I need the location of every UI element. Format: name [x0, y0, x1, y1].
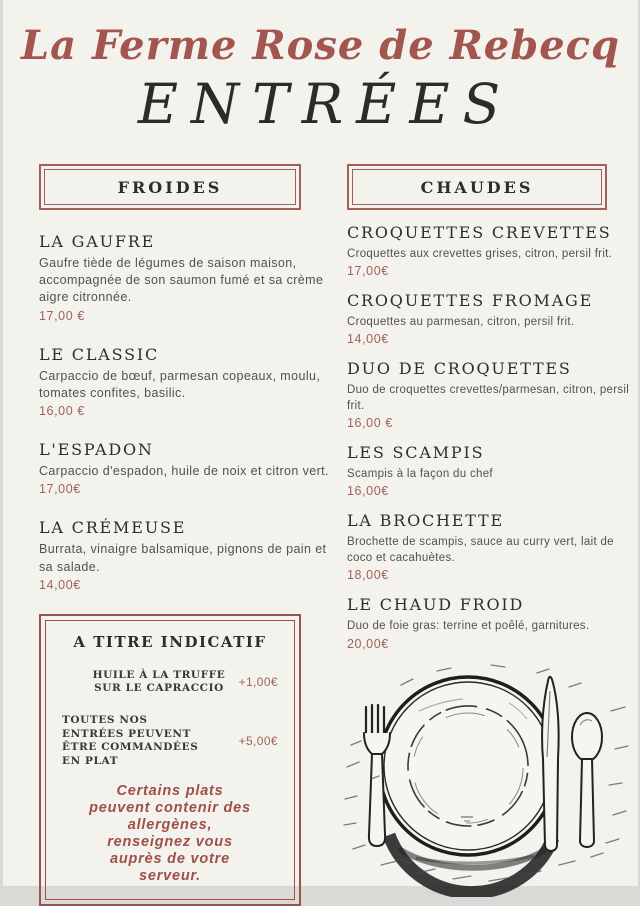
menu-item-name: LE CLASSIC — [39, 344, 160, 364]
menu-item-la-brochette — [347, 511, 639, 582]
allergy-note-line: allergènes, — [127, 816, 213, 833]
place-setting-sketch-svg — [341, 659, 633, 897]
menu-item-description: Duo de croquettes crevettes/parmesan, citron, persil frit. — [347, 383, 630, 413]
plate-sketch — [379, 677, 557, 855]
allergy-note-line: serveur. — [138, 868, 202, 885]
menu-item-description: Brochette de scampis, sauce au curry vert, lait de coco et cacahuètes. — [347, 536, 614, 565]
menu-item-description: Croquettes aux crevettes grises, citron, persil frit. — [347, 247, 613, 260]
menu-item-la-cremeuse — [39, 518, 337, 592]
menu-item-name: CROQUETTES CREVETTES — [347, 222, 612, 242]
notice-title: A TITRE INDICATIF — [73, 632, 267, 651]
menu-columns — [3, 164, 638, 906]
menu-item-l-espadon — [39, 440, 337, 496]
notice-box — [39, 614, 301, 906]
menu-item-price: 17,00€ — [39, 482, 81, 497]
section-label-chaudes: CHAUDES — [352, 169, 602, 205]
restaurant-name: La Ferme Rose de Rebecq — [21, 22, 620, 69]
spoon-sketch — [572, 713, 602, 847]
menu-item-le-classic — [39, 345, 337, 419]
menu-item-price: 16,00 € — [39, 404, 85, 418]
menu-item-description: Scampis à la façon du chef — [347, 468, 493, 481]
notice-box-inner — [45, 620, 295, 901]
menu-item-la-gaufre — [39, 232, 337, 323]
page-title: ENTRÉES — [137, 72, 514, 136]
menu-item-croquettes-fromage — [347, 291, 639, 346]
menu-item-price: 16,00€ — [347, 484, 389, 499]
allergy-note-line: auprès de votre — [110, 851, 230, 868]
notice-label: TOUTES NOS ENTRÉES PEUVENT ÊTRE COMMANDÉES EN PLAT — [62, 714, 199, 767]
menu-item-price: 16,00 € — [347, 416, 393, 431]
menu-item-name: LES SCAMPIS — [347, 443, 485, 463]
column-froides — [39, 164, 337, 906]
allergy-note-line: Certains plats — [116, 782, 224, 799]
menu-item-price: 17,00 € — [39, 308, 85, 323]
menu-item-price: 18,00€ — [347, 568, 389, 583]
notice-row-entrees-en-plat — [56, 714, 284, 769]
section-header-chaudes — [347, 164, 607, 210]
section-header-froides — [39, 164, 301, 210]
notice-label: HUILE À LA TRUFFE SUR LE CAPRACCIO — [92, 668, 226, 695]
section-label-froides: FROIDES — [44, 169, 296, 205]
menu-item-price: 20,00€ — [347, 636, 389, 651]
menu-item-name: LA CRÉMEUSE — [39, 518, 187, 538]
notice-price: +1,00€ — [238, 675, 278, 690]
menu-item-name: LE CHAUD FROID — [347, 595, 525, 615]
menu-item-description: Croquettes au parmesan, citron, persil frit. — [347, 315, 575, 328]
menu-item-description: Burrata, vinaigre balsamique, pignons de pain et sa salade. — [39, 542, 327, 574]
allergy-note — [56, 783, 284, 886]
menu-page — [3, 0, 638, 886]
notice-price: +5,00€ — [238, 734, 278, 749]
menu-item-description: Carpaccio de bœuf, parmesan copeaux, moulu, tomates confites, basilic. — [39, 368, 321, 400]
menu-item-name: LA GAUFRE — [39, 231, 156, 251]
menu-item-name: DUO DE CROQUETTES — [347, 358, 572, 378]
notice-row-truffle — [56, 669, 284, 696]
menu-item-price: 14,00€ — [347, 331, 389, 346]
menu-item-duo-de-croquettes — [347, 359, 639, 430]
menu-item-les-scampis — [347, 443, 639, 498]
menu-item-name: LA BROCHETTE — [347, 511, 504, 531]
menu-item-price: 14,00€ — [39, 577, 81, 592]
allergy-note-line: peuvent contenir des — [89, 799, 251, 816]
menu-item-description: Carpaccio d'espadon, huile de noix et citron vert. — [39, 464, 329, 478]
knife-sketch — [542, 676, 559, 850]
menu-item-price: 17,00€ — [347, 263, 389, 278]
allergy-note-line: renseignez vous — [107, 833, 233, 850]
menu-item-name: CROQUETTES FROMAGE — [347, 290, 594, 310]
place-setting-illustration — [341, 659, 639, 902]
menu-item-name: L'ESPADON — [39, 440, 154, 459]
column-chaudes — [347, 164, 639, 906]
menu-item-description: Gaufre tiède de légumes de saison maison, accompagnée de son saumon fumé et sa crème aigre citronnée. — [39, 255, 324, 305]
menu-item-description: Duo de foie gras: terrine et poêlé, garnitures. — [347, 620, 590, 633]
menu-item-le-chaud-froid — [347, 595, 639, 650]
menu-item-croquettes-crevettes — [347, 223, 639, 278]
